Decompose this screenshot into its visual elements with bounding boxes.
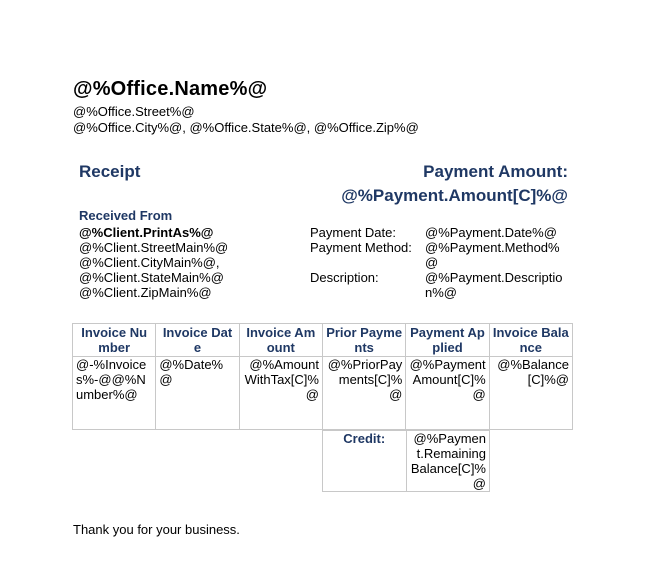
client-address-block [79, 225, 228, 300]
thank-you-note: Thank you for your business. [73, 522, 240, 537]
header-invoice-number: Invoice Number [73, 324, 156, 357]
client-print-as: @%Client.PrintAs%@ [79, 225, 214, 240]
payment-method-value: @%Payment.Method%@ [425, 240, 560, 270]
header-prior-payments: Prior Payments [322, 324, 405, 357]
payment-method-label: Payment Method: [310, 240, 412, 255]
payment-amount-value: @%Payment.Amount[C]%@ [341, 186, 568, 205]
receipt-title: Receipt [79, 162, 141, 181]
payment-date-label: Payment Date: [310, 225, 396, 240]
office-city-state-zip: @%Office.City%@, @%Office.State%@, @%Office.Zip%@ [73, 120, 419, 135]
cell-invoice-amount: @%AmountWithTax[C]%@ [239, 357, 322, 430]
cell-invoice-date: @%Date%@ [156, 357, 239, 430]
description-label: Description: [310, 270, 379, 285]
client-zip: @%Client.ZipMain%@ [79, 285, 212, 300]
cell-prior-payments: @%PriorPayments[C]%@ [322, 357, 405, 430]
cell-invoice-number: @-%Invoices%-@@%Number%@ [73, 357, 156, 430]
payment-date-value: @%Payment.Date%@ [425, 225, 557, 240]
header-payment-applied: Payment Applied [406, 324, 489, 357]
office-name: @%Office.Name%@ [73, 78, 268, 100]
table-row [73, 357, 573, 430]
credit-value: @%Payment.RemainingBalance[C]%@ [406, 431, 490, 492]
client-city: @%Client.CityMain%@, [79, 255, 220, 270]
payment-amount-label: Payment Amount: [423, 162, 568, 181]
description-value: @%Payment.Description%@ [425, 270, 563, 300]
cell-invoice-balance: @%Balance[C]%@ [489, 357, 572, 430]
credit-table [322, 430, 490, 492]
received-from-label: Received From [79, 208, 173, 223]
invoice-table-header-row [73, 324, 573, 357]
header-invoice-amount: Invoice Amount [239, 324, 322, 357]
header-invoice-balance: Invoice Balance [489, 324, 572, 357]
office-street: @%Office.Street%@ [73, 104, 195, 119]
client-state: @%Client.StateMain%@ [79, 270, 224, 285]
credit-label: Credit: [323, 431, 407, 492]
client-street: @%Client.StreetMain%@ [79, 240, 229, 255]
cell-payment-applied: @%PaymentAmount[C]%@ [406, 357, 489, 430]
credit-row [323, 431, 490, 492]
invoice-table [72, 323, 573, 430]
header-invoice-date: Invoice Date [156, 324, 239, 357]
